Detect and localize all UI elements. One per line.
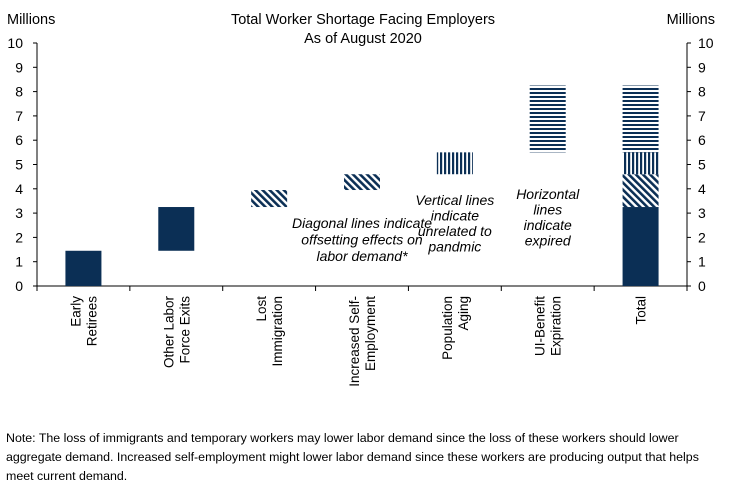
x-tick-label: Other Labor xyxy=(161,296,177,369)
y-tick-label-left: 0 xyxy=(15,278,23,294)
x-tick-label: Increased Self- xyxy=(347,296,362,387)
y-tick-label-left: 9 xyxy=(15,59,23,76)
bar-group xyxy=(530,86,566,153)
annotation-line: Diagonal lines indicate xyxy=(291,215,433,231)
y-axis-label-left: Millions xyxy=(7,12,56,28)
bar-segment-vertical xyxy=(623,152,659,174)
y-tick-label-right: 4 xyxy=(698,180,706,197)
y-tick-label-right: 0 xyxy=(698,278,706,294)
x-tick-label: Population xyxy=(439,296,455,360)
annotation-line: labor demand* xyxy=(316,248,408,264)
y-tick-label-left: 7 xyxy=(15,107,23,124)
bar-segment-solid xyxy=(65,251,101,286)
bar-segment-horizontal xyxy=(530,86,566,153)
bar-segment-diagonal xyxy=(344,174,380,190)
x-tick-label: Total xyxy=(633,296,649,325)
x-tick-label: Lost xyxy=(254,296,270,322)
y-tick-label-right: 5 xyxy=(698,156,706,173)
x-tick-label: Early xyxy=(68,296,84,327)
bar-group xyxy=(437,152,473,174)
y-tick-label-left: 6 xyxy=(15,132,23,149)
annotation-line: expired xyxy=(524,232,571,249)
y-ticks-left xyxy=(7,35,37,294)
bar-segment-diagonal xyxy=(251,190,287,207)
bar-segment-horizontal xyxy=(623,86,659,153)
x-tick-label: Immigration xyxy=(270,296,286,367)
annotation-line: unrelated to xyxy=(417,223,492,239)
annotation-line: indicate xyxy=(430,207,479,224)
y-tick-label-right: 8 xyxy=(698,83,706,100)
bar-segment-solid xyxy=(623,207,659,286)
y-tick-label-left: 2 xyxy=(15,229,23,246)
x-tick-label: Force Exits xyxy=(177,296,193,364)
bar-group xyxy=(158,207,194,251)
y-tick-label-left: 10 xyxy=(7,35,23,51)
annotations xyxy=(292,186,580,264)
bar-group xyxy=(65,251,101,286)
y-tick-label-left: 1 xyxy=(15,253,23,270)
annotation-line: lines xyxy=(533,201,563,218)
x-tick-label: Aging xyxy=(455,296,471,331)
x-tick-label: Employment xyxy=(363,296,378,372)
x-tick-label: UI-Benefit xyxy=(532,296,548,357)
bar-segment-vertical xyxy=(437,152,473,174)
annotation-line: indicate xyxy=(523,217,572,233)
y-tick-label-left: 3 xyxy=(15,205,23,222)
annotation-line: offsetting effects on xyxy=(301,231,423,248)
y-tick-label-right: 2 xyxy=(698,229,706,246)
footnote: Note: The loss of immigrants and temporary workers may lower labor demand since the loss of these workers should lower aggregate demand. Increased self-employment might lower labor demand since these workers are producing output that helps meet current demand. xyxy=(6,431,699,483)
x-tick-label: Expiration xyxy=(548,296,564,357)
chart-subtitle: As of August 2020 xyxy=(304,31,422,47)
bar-segment-diagonal xyxy=(623,174,659,207)
y-tick-label-left: 5 xyxy=(15,156,23,173)
bar-group xyxy=(344,174,380,190)
chart-title: Total Worker Shortage Facing Employers xyxy=(230,12,496,28)
x-tick-label: Retirees xyxy=(84,296,100,347)
annotation-line: Horizontal xyxy=(516,186,580,202)
bar-segment-solid xyxy=(158,207,194,251)
y-tick-label-right: 10 xyxy=(698,35,714,51)
y-tick-label-left: 4 xyxy=(15,180,23,197)
bar-group xyxy=(251,190,287,207)
annotation-line: pandmic xyxy=(428,238,482,255)
annotation-line: Vertical lines xyxy=(415,192,495,208)
y-tick-label-left: 8 xyxy=(15,83,23,100)
y-tick-label-right: 6 xyxy=(698,132,706,149)
y-tick-label-right: 9 xyxy=(698,59,706,76)
x-tick-labels xyxy=(68,296,648,387)
y-tick-label-right: 3 xyxy=(698,205,706,222)
bar-group xyxy=(623,86,659,286)
y-tick-label-right: 1 xyxy=(698,253,706,270)
y-ticks-right xyxy=(687,35,714,294)
y-axis-label-right: Millions xyxy=(666,12,715,28)
y-tick-label-right: 7 xyxy=(698,107,706,124)
